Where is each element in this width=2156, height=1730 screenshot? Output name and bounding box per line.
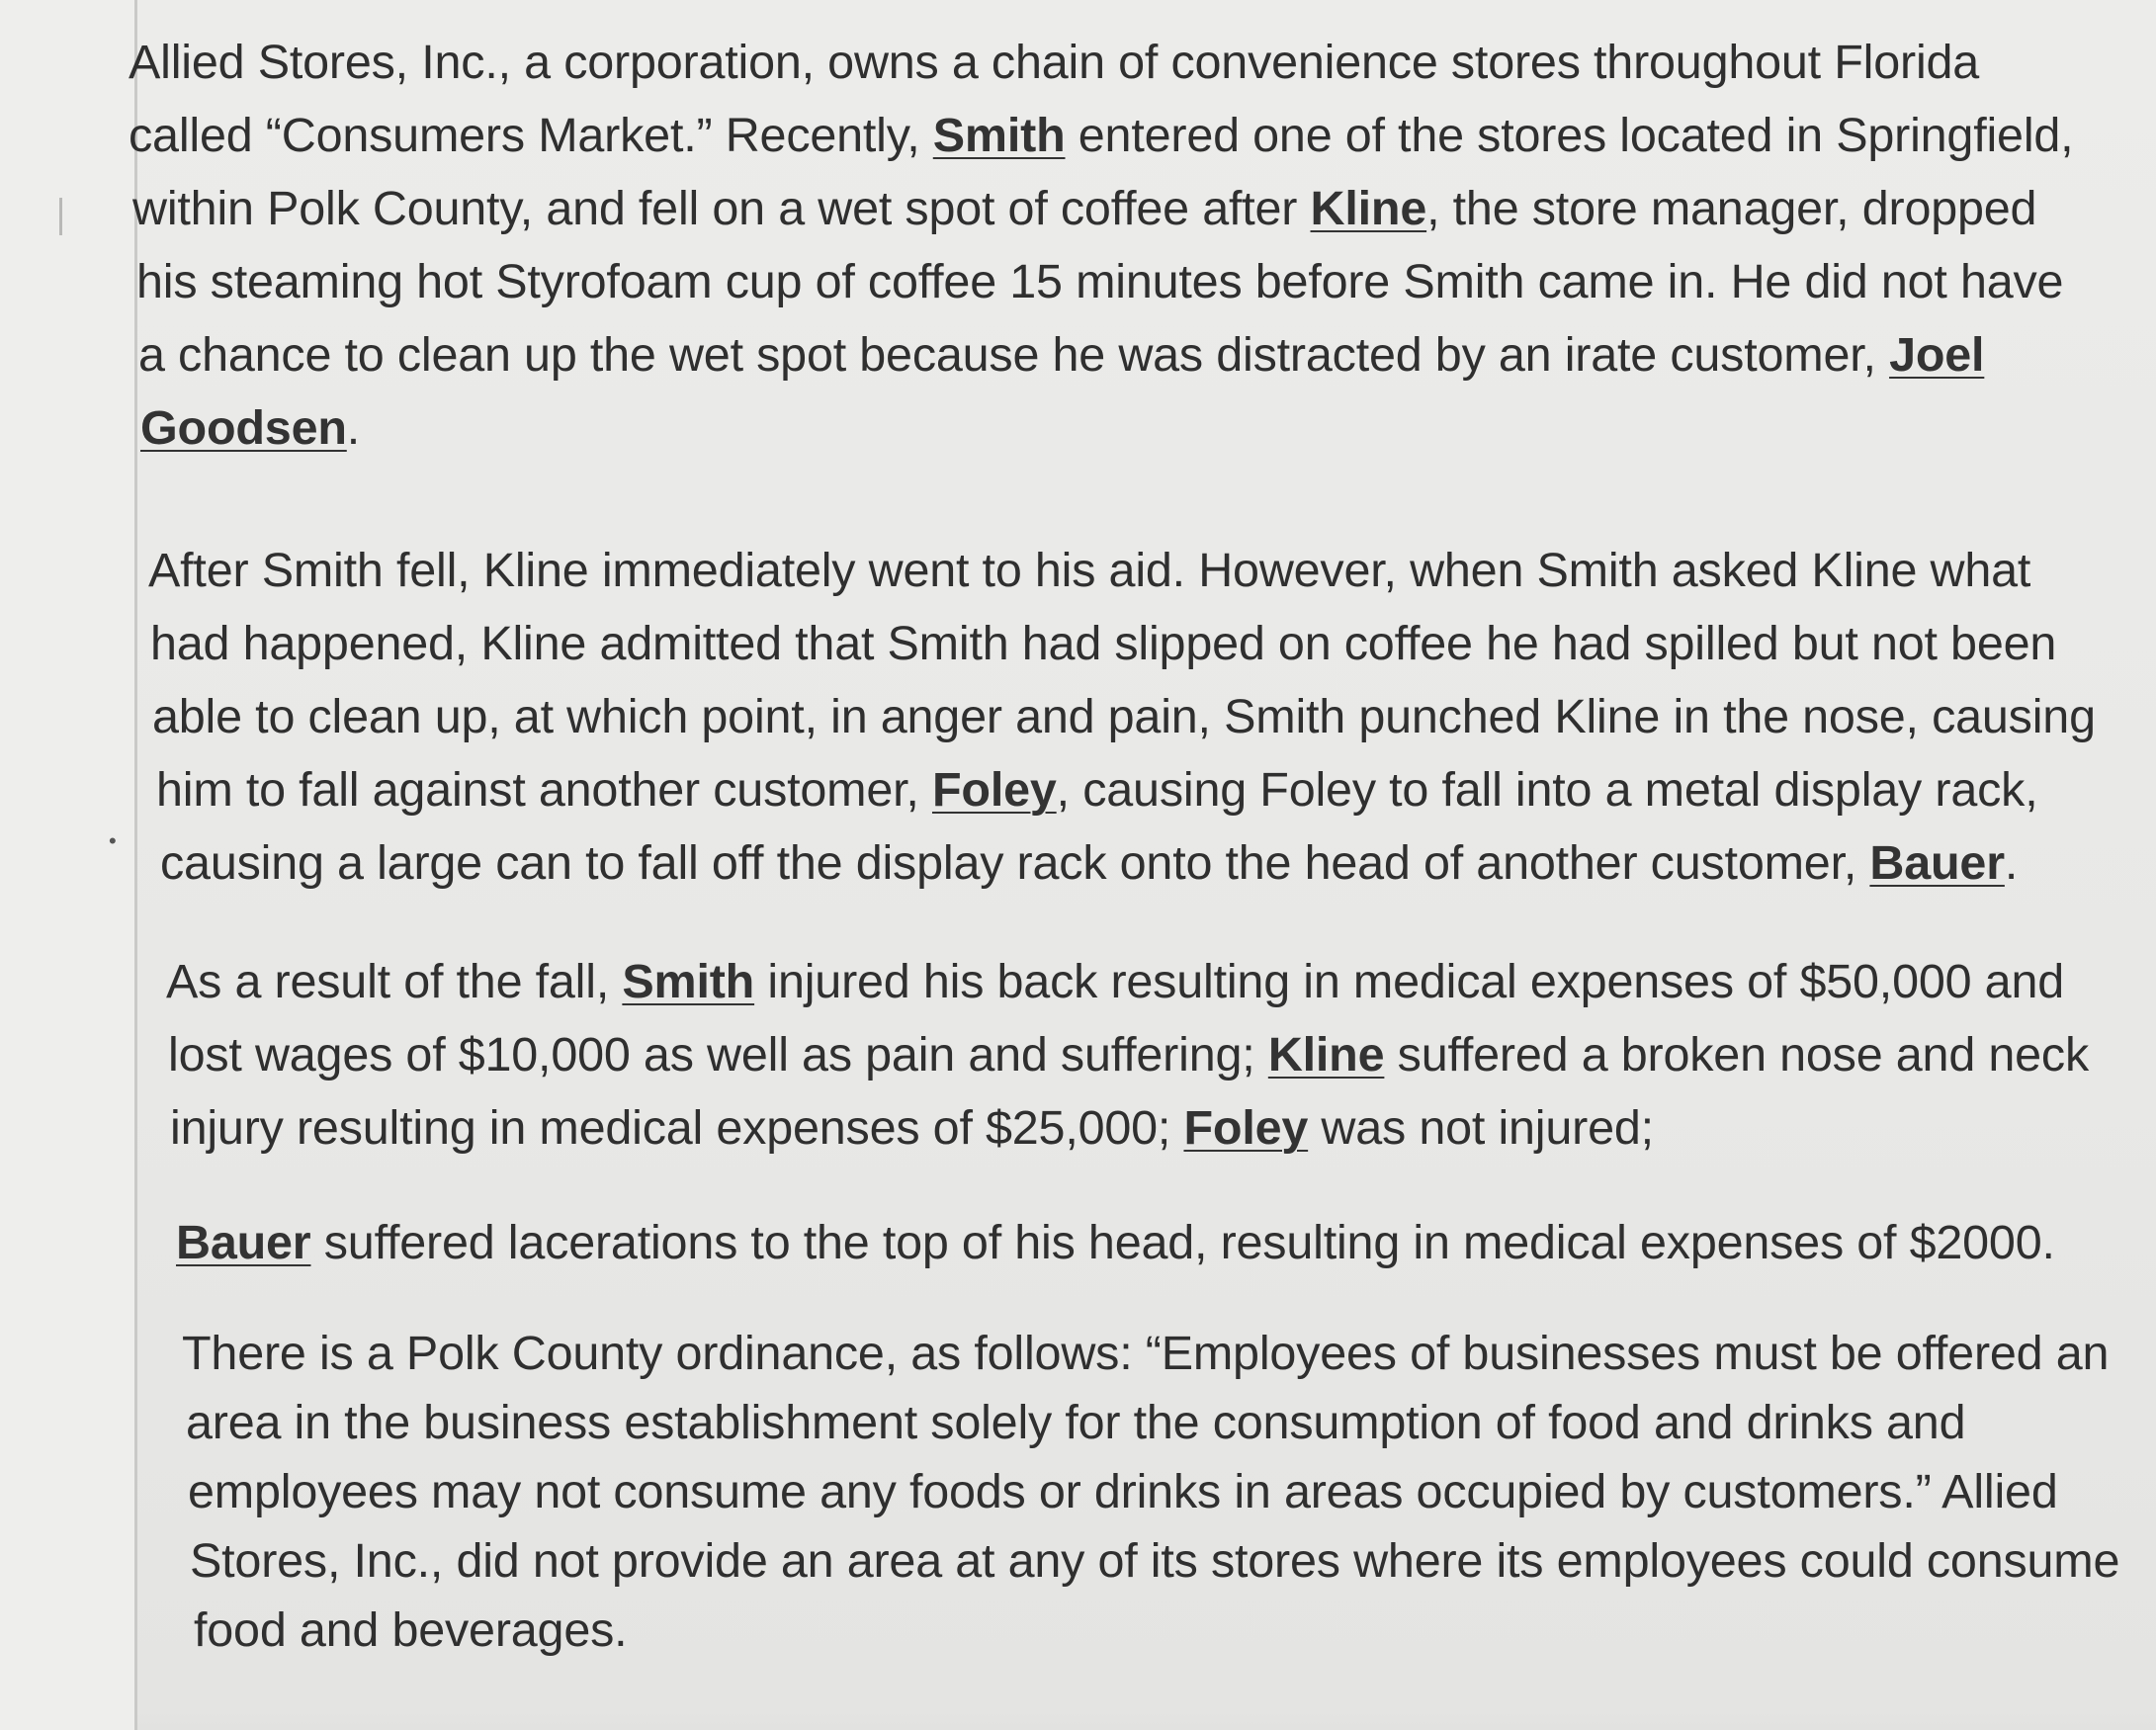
text-run: injured his back resulting in medical expenses of $50,000 and	[754, 955, 2064, 1008]
text-run: employees may not consume any foods or drinks in areas occupied by customers.” Allied	[188, 1465, 2058, 1518]
party-name-smith: Smith	[622, 955, 755, 1008]
party-name-smith: Smith	[932, 109, 1066, 162]
party-name-foley: Foley	[931, 763, 1057, 817]
party-name-kline: Kline	[1267, 1028, 1385, 1081]
party-name-bauer: Bauer	[1869, 836, 2005, 890]
text-run: There is a Polk County ordinance, as follows: “Employees of businesses must be offered an	[182, 1327, 2110, 1380]
paragraph-5	[182, 1319, 2119, 1665]
paragraph-5-line-4	[182, 1526, 2119, 1596]
party-name-joel: Joel	[1889, 328, 1985, 382]
paragraph-3-line-2	[166, 1018, 2089, 1091]
paragraph-2-line-4	[148, 753, 2096, 826]
text-run: food and beverages.	[194, 1603, 628, 1657]
party-name-bauer: Bauer	[176, 1216, 311, 1269]
left-gutter	[0, 0, 134, 1730]
text-run: suffered lacerations to the top of his head, resulting in medical expenses of $2000.	[310, 1216, 2055, 1269]
paragraph-2-line-2	[148, 607, 2096, 680]
paragraph-5-line-5	[182, 1596, 2119, 1665]
paragraph-1-line-4	[129, 245, 2073, 318]
paragraph-3-line-3	[166, 1091, 2089, 1165]
paragraph-3	[166, 945, 2089, 1165]
text-run: able to clean up, at which point, in anger and pain, Smith punched Kline in the nose, causing	[152, 690, 2096, 743]
text-run: lost wages of $10,000 as well as pain and suffering;	[168, 1028, 1268, 1081]
text-run: .	[2004, 836, 2019, 890]
text-run: .	[346, 401, 361, 455]
paragraph-2-line-3	[148, 680, 2096, 753]
text-run: him to fall against another customer,	[156, 763, 932, 817]
paragraph-1	[129, 26, 2073, 465]
text-run: had happened, Kline admitted that Smith had slipped on coffee he had spilled but not been	[150, 617, 2057, 670]
paragraph-1-line-6	[129, 391, 2073, 465]
party-name-foley: Foley	[1183, 1101, 1309, 1155]
paragraph-5-line-2	[182, 1388, 2119, 1457]
paragraph-4-line-1	[176, 1206, 2055, 1279]
text-run: a chance to clean up the wet spot because he was distracted by an irate customer,	[138, 328, 1890, 382]
paragraph-4	[176, 1206, 2055, 1279]
text-run: After Smith fell, Kline immediately went to his aid. However, when Smith asked Kline what	[148, 544, 2031, 597]
paragraph-2-line-1	[148, 534, 2096, 607]
text-run: injury resulting in medical expenses of $25,000;	[170, 1101, 1184, 1155]
text-run: entered one of the stores located in Springfield,	[1065, 109, 2074, 162]
text-run: , the store manager, dropped	[1426, 182, 2037, 235]
text-run: called “Consumers Market.” Recently,	[129, 109, 933, 162]
party-name-goodsen: Goodsen	[140, 401, 347, 455]
text-run: his steaming hot Styrofoam cup of coffee 15 minutes before Smith came in. He did not have	[136, 255, 2064, 308]
paragraph-2	[148, 534, 2096, 900]
paragraph-5-line-1	[182, 1319, 2119, 1388]
paragraph-3-line-1	[166, 945, 2089, 1018]
margin-bullet-mark: •	[109, 828, 117, 853]
paragraph-1-line-5	[129, 318, 2073, 391]
text-run: Stores, Inc., did not provide an area at any of its stores where its employees could consume	[190, 1534, 2120, 1588]
text-run: , causing Foley to fall into a metal display rack,	[1056, 763, 2038, 817]
text-run: within Polk County, and fell on a wet spot of coffee after	[132, 182, 1311, 235]
text-run: area in the business establishment solely for the consumption of food and drinks and	[186, 1396, 1966, 1449]
text-run: causing a large can to fall off the display rack onto the head of another customer,	[160, 836, 1870, 890]
bottom-edge-shadow	[137, 1708, 2156, 1730]
margin-tick-mark	[59, 198, 62, 235]
paragraph-1-line-1	[129, 26, 2073, 99]
text-run: was not injured;	[1308, 1101, 1654, 1155]
paragraph-2-line-5	[148, 826, 2096, 900]
text-run: As a result of the fall,	[166, 955, 623, 1008]
paragraph-5-line-3	[182, 1457, 2119, 1526]
party-name-kline: Kline	[1310, 182, 1427, 235]
text-run: Allied Stores, Inc., a corporation, owns a chain of convenience stores throughout Florida	[129, 36, 1980, 89]
text-run: suffered a broken nose and neck	[1384, 1028, 2090, 1081]
paragraph-1-line-2	[129, 99, 2073, 172]
paragraph-1-line-3	[129, 172, 2073, 245]
